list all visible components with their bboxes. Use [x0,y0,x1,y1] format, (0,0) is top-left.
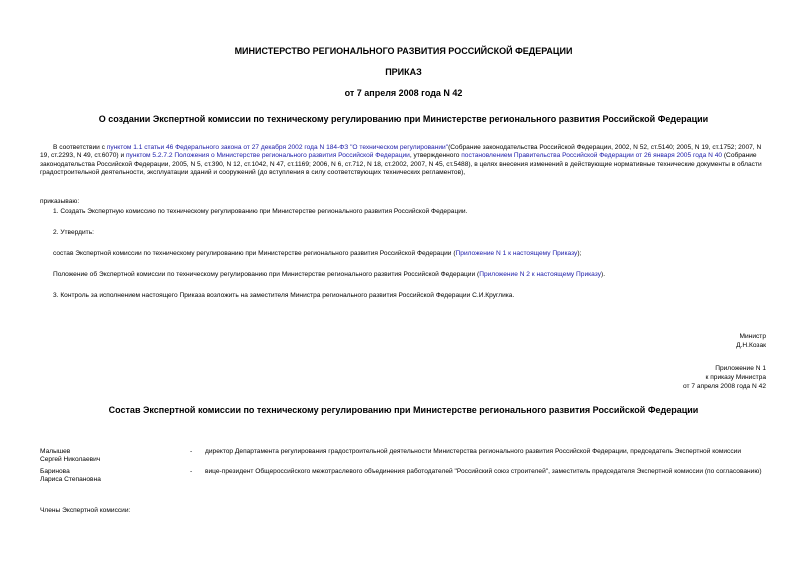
item-2b-end: ). [601,271,606,278]
appendix-line-2: к приказу Министра [705,374,766,381]
members-heading: Члены Экспертной комиссии: [40,507,131,514]
order-word: приказываю: [40,198,80,205]
item-2a-end: ); [577,250,582,257]
appendix-1-link[interactable]: Приложение N 1 к настоящему Приказу [455,250,578,257]
law-184-link[interactable]: пунктом 1.1 статьи 46 Федерального закона от 27 декабря 2002 года N 184-ФЗ "О техническом регулировании" [106,144,449,151]
appendix-line-3: от 7 апреля 2008 года N 42 [682,383,766,390]
item-2b-text: Положение об Экспертной комиссии по техническому регулированию при Министерстве регионального развития Российской Федерации ( [53,271,480,278]
preamble-text-1: В соответствии с [53,144,107,151]
preamble-paragraph [40,144,768,177]
order-item-2b [53,271,605,279]
member-role: директор Департамента регулирования градостроительной деятельности Министерства регионального развития Российской Федерации, председатель Экспертной комиссии [205,448,742,455]
member-given-name: Лариса Степановна [40,476,101,483]
ministry-heading: МИНИСТЕРСТВО РЕГИОНАЛЬНОГО РАЗВИТИЯ РОССИЙСКОЙ ФЕДЕРАЦИИ [234,46,573,56]
member-given-name: Сергей Николаевич [40,456,101,463]
doc-type-heading: ПРИКАЗ [385,67,422,77]
signature-position: Министр [739,333,766,340]
item-2a-text: состав Экспертной комиссии по техническому регулированию при Министерстве регионального развития Российской Федерации ( [53,250,456,257]
preamble-text-2: (Собрание законодательства Российской Федерации, 2002, N 52, ст.5140; 2005, N 19, ст.1752; 2007, N 19, ст.2293, N 49, ст.6070) и [40,144,762,160]
order-item-1: 1. Создать Экспертную комиссию по техническому регулированию при Министерстве регионального развития Российской Федерации. [53,208,468,215]
preamble-text-4: (Собрание законодательства Российской Федерации, 2005, N 5, ст.390, N 12, ст.1042, N 47, ст.1169; 2006, N 6, ст.712, N 18, ст.2002, 2007, N 45, ст.5488), в целях внесения изменений в действующие нормативные технические документы в области градостроительной деятельности, эксплуатации зданий и сооружений (до вступления в силу соответствующих технических регламентов), [40,152,762,176]
member-dash: - [190,468,193,475]
member-role: вице-президент Общероссийского межотраслевого объединения работодателей "Российский союз строителей", заместитель председателя Экспертной комиссии (по согласованию) [205,468,762,475]
signature-name: Д.Н.Козак [736,342,766,349]
appendix-title: Состав Экспертной комиссии по техническому регулированию при Министерстве регионального развития Российской Федерации [108,405,699,415]
order-item-2: 2. Утвердить: [53,229,94,236]
member-surname: Малышев [40,448,71,455]
appendix-2-link[interactable]: Приложение N 2 к настоящему Приказу [479,271,602,278]
member-dash: - [190,448,193,455]
order-item-3: 3. Контроль за исполнением настоящего Приказа возложить на заместителя Министра регионального развития Российской Федерации С.И.Круглика. [53,292,515,299]
member-surname: Баринова [40,468,70,475]
date-line: от 7 апреля 2008 года N 42 [344,88,463,98]
regulation-5272-link[interactable]: пунктом 5.2.7.2 Положения о Министерстве регионального развития Российской Федерации [125,152,410,160]
preamble-text-3: , утвержденного [409,152,462,160]
order-item-2a [53,250,581,258]
document-title: О создании Экспертной комиссии по техническому регулированию при Министерстве регионального развития Российской Федерации [98,114,709,124]
government-decree-link[interactable]: постановлением Правительства Российской Федерации от 26 января 2005 года N 40 [461,152,723,160]
appendix-line-1: Приложение N 1 [715,365,766,372]
